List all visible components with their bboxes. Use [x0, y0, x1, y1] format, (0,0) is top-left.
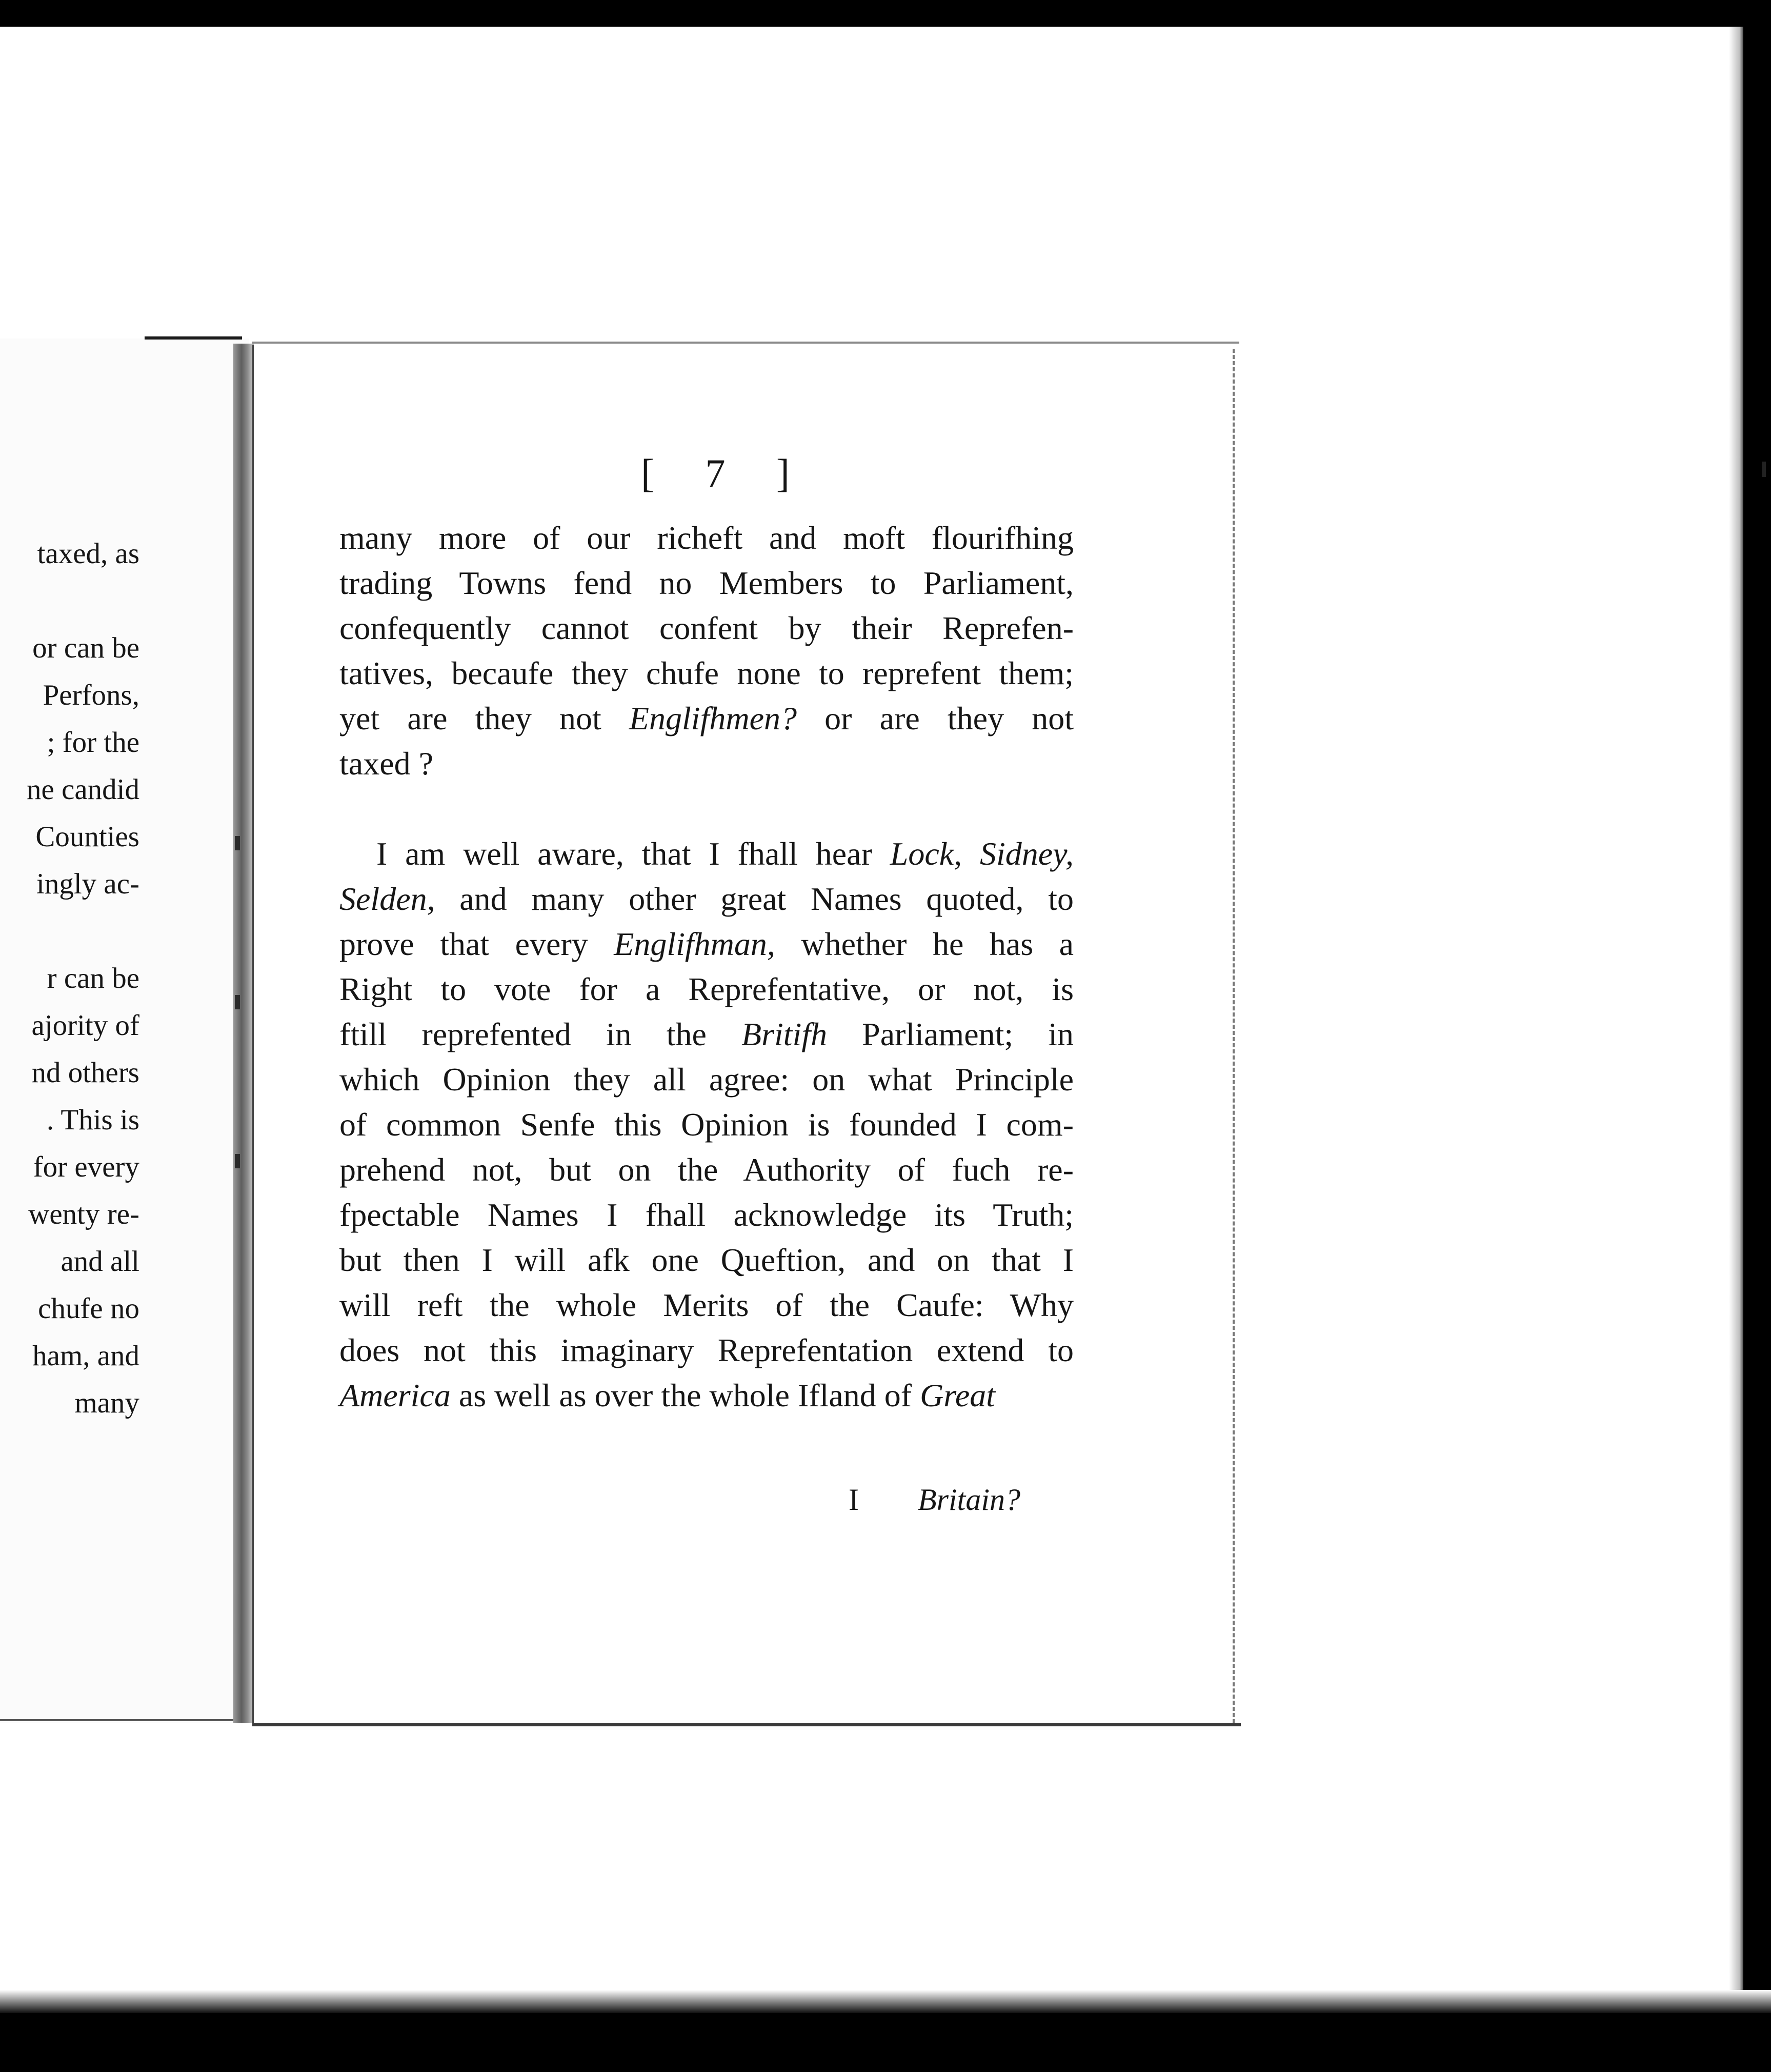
text-line: America as well as over the whole Ifland of Great: [339, 1377, 995, 1413]
scan-shadow-right: [1729, 27, 1744, 1991]
left-page-bottom-edge: [0, 1719, 246, 1721]
text-line: fpectable Names I fhall acknowledge its Truth;: [339, 1197, 1074, 1233]
left-page-line: taxed, as: [37, 537, 139, 570]
italic-text: Britifh: [741, 1016, 828, 1052]
text-line: many more of our richeft and moft flourifhing: [339, 520, 1074, 556]
text-line: of common Senfe this Opinion is founded I com-: [339, 1106, 1074, 1143]
scan-border-bottom: [0, 2013, 1771, 2072]
paragraph-1: [339, 515, 1074, 786]
text-line: ftill reprefented in the Britifh Parliament; in: [339, 1016, 1074, 1052]
left-page-line: ; for the: [47, 726, 139, 759]
text-line: taxed ?: [339, 745, 433, 782]
text-line: will reft the whole Merits of the Caufe: Why: [339, 1287, 1074, 1323]
text-line: confequently cannot confent by their Reprefen-: [339, 610, 1074, 646]
left-page-line: ne candid: [27, 773, 139, 806]
binding-mark: [235, 995, 240, 1009]
paragraph-gap: [339, 786, 1074, 831]
left-page-line: for every: [33, 1151, 139, 1183]
left-page-line: . This is: [46, 1104, 139, 1136]
book-gutter: [233, 344, 254, 1723]
text-line: I am well aware, that I fhall hear Lock, Sidney,: [376, 835, 1074, 872]
left-page-line: Counties: [35, 821, 139, 853]
text-line: yet are they not Englifhmen? or are they not: [339, 700, 1074, 736]
text-line: but then I will afk one Queftion, and on that I: [339, 1242, 1074, 1278]
text-line: Selden, and many other great Names quoted, to: [339, 881, 1074, 917]
italic-text: Lock, Sidney,: [890, 835, 1074, 872]
page-number: [ 7 ]: [641, 451, 810, 495]
left-page-line: or can be: [32, 632, 139, 664]
signature-mark: I: [849, 1483, 859, 1517]
left-page-line: and all: [61, 1245, 139, 1278]
text-line: prove that every Englifhman, whether he has a: [339, 926, 1074, 962]
italic-text: Great: [920, 1377, 995, 1413]
text-line: tatives, becaufe they chufe none to reprefent them;: [339, 655, 1074, 691]
italic-text: Englifhman,: [614, 926, 775, 962]
left-page-line: ajority of: [31, 1009, 139, 1042]
left-page-line: Perfons,: [43, 679, 139, 711]
scan-border-right: [1743, 0, 1771, 2072]
left-page-line: chufe no: [38, 1292, 139, 1325]
left-page-line: [27, 577, 139, 625]
scan-border-top: [0, 0, 1771, 27]
text-line: does not this imaginary Reprefentation extend to: [339, 1332, 1074, 1368]
left-page-line: ham, and: [32, 1340, 139, 1372]
catchword: Britain?: [918, 1483, 1021, 1517]
left-page-line: many: [74, 1387, 139, 1419]
page-body: [339, 515, 1074, 1418]
text-line: Right to vote for a Reprefentative, or not, is: [339, 971, 1074, 1007]
scan-speck: [1762, 462, 1766, 477]
left-page-line: [27, 908, 139, 955]
paragraph-2: [339, 831, 1074, 1418]
right-page-fore-edge: [1233, 349, 1237, 1723]
binding-mark: [235, 1154, 240, 1168]
left-page-text: [27, 530, 139, 1427]
italic-text: America: [339, 1377, 451, 1413]
left-page-line: nd others: [31, 1057, 139, 1089]
left-page-line: wenty re-: [28, 1198, 139, 1230]
right-page-top-edge: [252, 342, 1239, 344]
binding-mark: [235, 836, 240, 850]
text-line: which Opinion they all agree: on what Principle: [339, 1061, 1074, 1098]
scan-shadow-bottom: [0, 1990, 1771, 2013]
italic-text: Englifhmen?: [629, 700, 797, 736]
left-page-top-edge: [145, 336, 242, 340]
left-page-line: r can be: [47, 962, 139, 994]
italic-text: Selden,: [339, 881, 435, 917]
left-page-line: ingly ac-: [36, 868, 139, 900]
text-line: trading Towns fend no Members to Parliament,: [339, 565, 1074, 601]
text-line: prehend not, but on the Authority of fuch re-: [339, 1151, 1074, 1188]
